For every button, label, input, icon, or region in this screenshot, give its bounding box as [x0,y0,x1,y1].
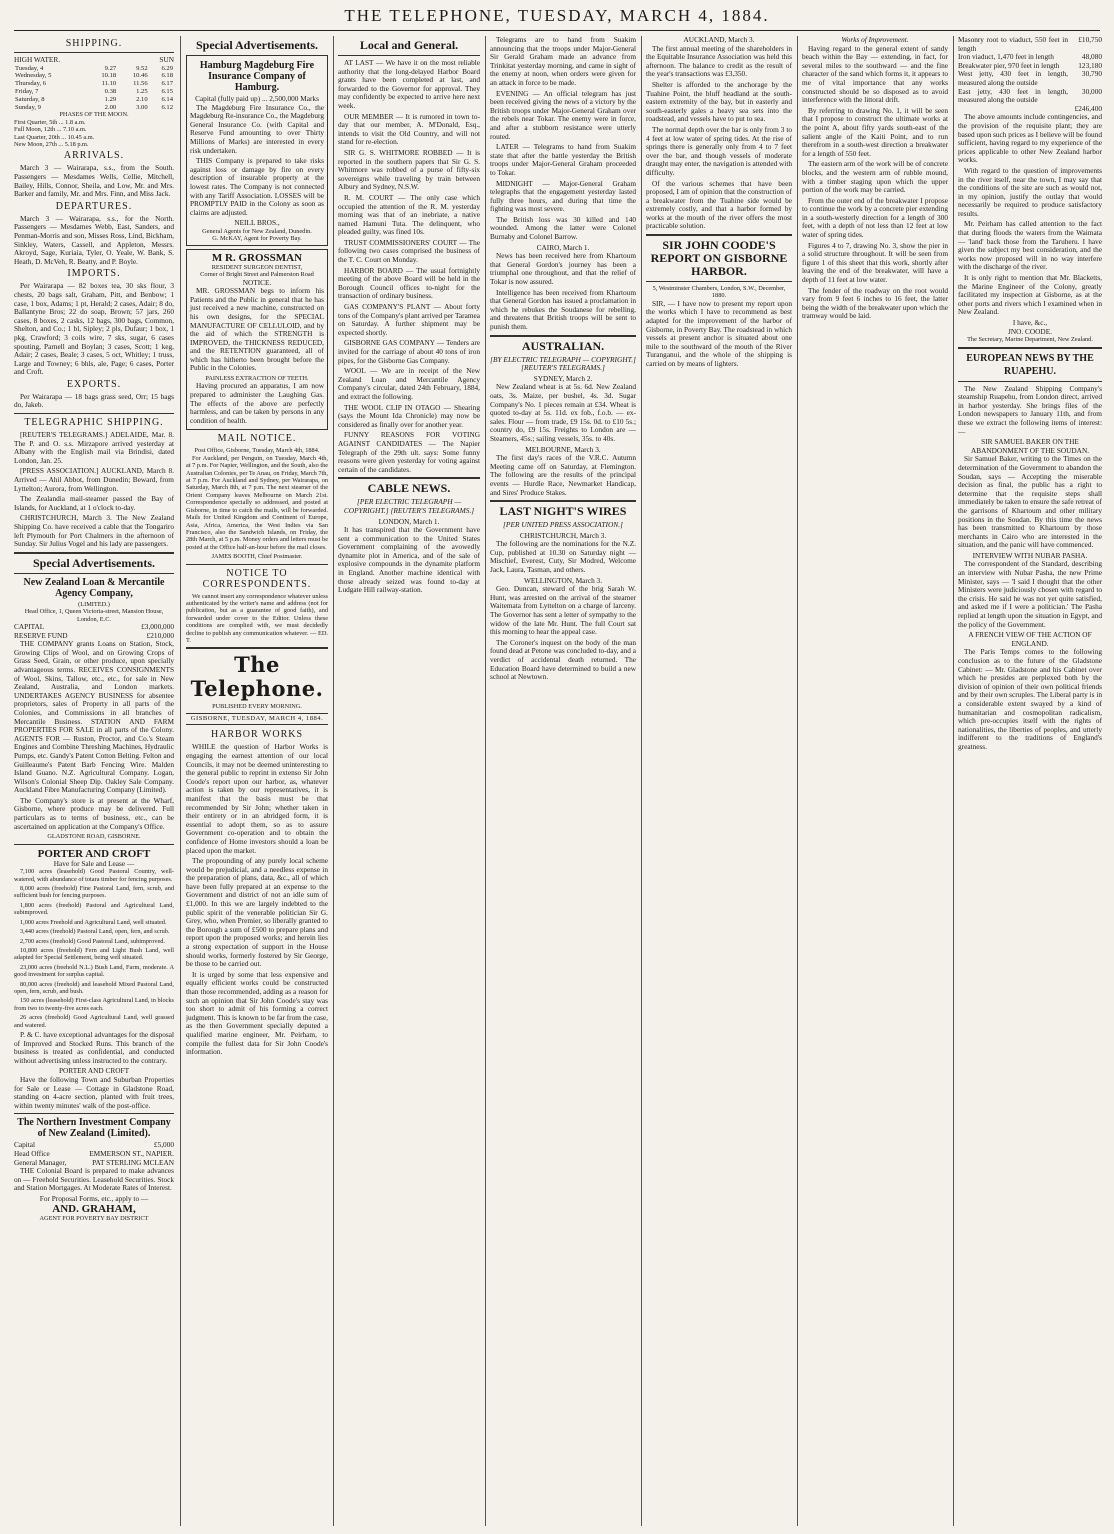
cairo-body: News has been received here from Khartoum that General Gordon's journey has been a triumphal one throughout, and that the relief of Tokar is now assured. [490,251,636,287]
property-listing: 3,440 acres (freehold) Pastoral Land, open, fern, and scrub. [20,928,170,936]
property-listing: 1,800 acres (freehold) Pastoral and Agricultural Land, subimproved. [14,901,174,917]
estimate-sign1: I have, &c., [1012,318,1048,327]
column-6 [802,36,948,1526]
tide-cell: 2.00 [104,103,117,111]
porter-ad-subtitle: Have for Sale and Lease — [53,858,135,868]
masthead-rule [14,30,1100,31]
column-3 [338,36,480,1526]
northern-capital-label: Capital [14,1140,36,1150]
telegraphic-item: The Zealandia mail-steamer passed the Bay of Islands, for Auckland, at 1 o'clock to-day. [14,494,174,512]
property-listing: 80,000 acres (freehold) and leasehold Mixed Pastoral Land, open, fern, scrub, and bush. [14,980,174,995]
cairo-dateline: CAIRO, March 1. [536,242,590,252]
column-2 [186,36,328,1526]
property-listing: 7,100 acres (leasehold) Good Pastoral Country, well-watered, with abundance of totara timber for fencing purposes. [14,868,174,883]
works-paragraph: The fender of the roadway on the root would vary from 9 feet 6 inches to 16 feet, the latter being the width of the breakwater upon which the tramway would be laid. [802,285,948,321]
tide-cell: 6.15 [161,87,173,95]
harbor-heading: HARBOR WORKS [210,729,304,741]
shipping-heading: SHIPPING. [65,38,123,49]
departures-text: March 3 — Wairarapa, s.s., for the North. Passengers — Mesdames Webb, East, Sanders, and Penman-Morris and son, Misses Ross, Lind, Bickham, Sinkley, Waters, Cassell, and Appleton, Messrs. Akroyd, Sage, Kuriaia, Tyler, O. Yeale, W. Bank, S. Heath, D. McVeh, R. Beatty, and P. Boyle. [14,213,174,266]
harbor-discussion-paragraph: Shelter is afforded to the anchorage by the Tuahine Point, the bluff headland at the south-eastern extremity of the bay, but in easterly and south-easterly gales a heavy sea sets into the roadstead, and vessels have to put to sea. [646,79,792,124]
column-4 [490,36,636,1526]
estimate-table [958,36,1102,105]
european-heading: EUROPEAN NEWS BY THE RUAPEHU. [966,352,1094,377]
porter-ad-note: P. & C. have exceptional advantages for the disposal of Improved and Stocked Runs. This branch of the business is treated as confidential, and conducted without advertising unless instructed to the contrary. [14,1029,174,1065]
porter-ad-sign: PORTER AND CROFT [58,1066,130,1076]
column-5 [646,36,792,1526]
tide-cell: 10.46 [132,72,148,80]
tide-caption [14,56,174,65]
tide-cell: Thursday, 6 [15,80,47,88]
grossman-ad-address: Corner of Bright Street and Palmerston Road [200,271,314,279]
tide-cell: Tuesday, 4 [15,64,44,72]
australian-dateline: SYDNEY, March 2. [533,373,593,383]
estimate-row [958,70,1102,87]
northern-capital-value: £5,000 [153,1140,174,1150]
grossman-ad-subtitle: RESIDENT SURGEON DENTIST, [211,263,303,271]
local-paragraph: R. M. COURT — The only case which occupied the attention of the R. M. yesterday morning was that of an inebriate, a native named Hamuni Tuta. The delinquent, who pleaded guilty, was fined 10s. [338,192,480,237]
imports-text: Per Wairarapa — 82 boxes tea, 30 sks flour, 3 chests, 20 bags salt, Graham, Pitt, and Benbow; 1 case, 1 box, Adams; 1 pt, Herald; 2 cases, Adair; 8 do, Ballantyne Bros; 22 do soap, Brown; 57 jars, 260 cases, 8 boxes, 2 casks, 12 bags, 300 bags, Common, Shelton, and Co.; 1 bl, Sipley; 2 pls, Dufaur; 1 box, 1 pkg, Crawford; 3 coils wire, 7 sks, sugar, 6 cases spouting, Parnell and Boylan; 3 cases, Scott; 1 keg, Adair; 2 cases, Beale; 3 cases, 5 oct, Whitley; 1 truss, Large and Towney; 6 bhls, ale, Page; 6 cases, Porter and Croft. [14,281,174,377]
estimate-row [958,88,1102,105]
local-article [338,59,480,474]
column-rule [485,36,486,1526]
northern-ad-title: The Northern Investment Company of New Zealand (Limited). [17,1117,171,1140]
telegram-paragraph: Telegrams are to hand from Suakim announcing that the troops under Major-General Sir Gerald Graham made an advance from Trinkitat yesterday morning, and came in sight of the enemy at noon, when orders were given for an attack in force to be made. [490,36,636,87]
estimate-value: 30,790 [1081,69,1102,79]
baker-heading: SIR SAMUEL BAKER ON THE ABANDONMENT OF THE SOUDAN. [970,437,1090,455]
coode-address: 5, Westminster Chambers, London, S.W., December, 1880. [652,285,786,300]
coode-body: SIR, — I have now to present my report upon the works which I have to recommend as best adapted for the improvement of the harbor of Gisborne, in Poverty Bay. The roadstead in which vessels at present anchor is situated about one mile to the southward of the mouth of the River Turanganui, and the whole of the shipping is carried on by means of lighters. [646,298,792,369]
grossman-ad-painless: PAINLESS EXTRACTION OF TEETH. [205,375,309,383]
hamburg-ad-capital: Capital (fully paid up) ... 2,500,000 Marks [195,94,319,103]
telegrams-article [490,36,636,242]
cable-sub: [PER ELECTRIC TELEGRAPH — COPYRIGHT.] [REUTER'S TELEGRAMS.] [343,497,475,515]
tide-cell: 10.18 [101,72,117,80]
tide-cell: 0.38 [104,87,117,95]
hamburg-ad-local-agent: G. McKAY, Agent for Poverty Bay. [212,235,302,243]
arrivals-text: March 3 — Wairarapa, s.s., from the South. Passengers — Mesdames Wells, Cellie, Mitchell, Bailey, Hills, Connor, Sheila, and Low, Mr. and Mrs. Barker and family, Mr. and Mrs. Finn, and Miss Jack. [14,163,174,199]
column-1 [14,36,174,1526]
tide-cell: Wednesday, 5 [15,72,52,80]
moon-phase: New Moon, 27th ... 5.18 p.m. [14,141,89,148]
wellington-body-2: The Coroner's inquest on the body of the man found dead at Petone was concluded to-day, and a verdict of accidental death returned. The Education Board have determined to build a new school at Newtown. [490,637,636,682]
moon-phase: Full Moon, 12th ... 7.10 a.m. [14,126,87,134]
telegram-paragraph: LATER — Telegrams to hand from Suakim state that after the battle yesterday the British troops under Major-General Graham proceeded to Tokar. [490,142,636,177]
local-paragraph: SIR G. S. WHITMORE ROBBED — It is reported in the southern papers that Sir G. S. Whitmore was robbed of a purse of fifty-six sovereigns while traveling by train between Albury and Sydney, N.S.W. [338,147,480,192]
tide-cell: 11.10 [101,80,117,88]
tide-row [14,104,174,112]
cairo-evening: Intelligence has been received from Khartoum that General Gordon has issued a proclamation in which he rebukes the Soudanese for rebelling, and threatens that British troops will be sent to punish them. [490,287,636,331]
divider [14,844,174,845]
nubar-heading: INTERVIEW WITH NUBAR PASHA. [972,550,1088,560]
tide-cell: 9.27 [104,64,117,72]
divider [338,55,480,56]
wires-sub: [PER UNITED PRESS ASSOCIATION.] [503,520,623,530]
northern-office-value: EMMERSON ST., NAPIER. [89,1148,174,1158]
telegraphic-heading: TELEGRAPHIC SHIPPING. [24,417,164,429]
grossman-ad-notice: NOTICE. [242,277,272,287]
tide-cell: Friday, 7 [15,87,39,95]
local-paragraph: GAS COMPANY'S PLANT — About forty tons of the Company's plant arrived per Taramea on Saturday. A further shipment may be expected shortly. [338,302,480,337]
estimate-sign2: JNO. COODE. [1008,326,1052,336]
tide-cell: 1.25 [136,87,148,95]
harbor-discussion-paragraph: Of the various schemes that have been proposed, I am of opinion that the construction of a breakwater from the Tuahine side would be extremely costly, and that a harbor formed by works at the mouth of the river offers the most practicable solution. [646,178,792,231]
harbor-article [186,743,328,1056]
loan-ad-office: Head Office, 1, Queen Victoria-street, Mansion House, London, E.C. [24,608,164,623]
correspondents-title: NOTICE TO CORRESPONDENTS. [202,567,312,590]
porter-ad-cottages: Have the following Town and Suburban Properties for Sale or Lease — Cottage in Gladstone Road, standing on 4-acre section, planted with fruit trees, within twenty minutes' walk of the post-office. [14,1074,174,1110]
hamburg-ad-agent-line: General Agents for New Zealand, Dunedin. [202,227,312,235]
local-paragraph: HARBOR BOARD — The usual fortnightly meeting of the above Board will be held in the Borough Council offices to-night for the transaction of ordinary business. [338,265,480,301]
estimate-value: £10,750 [1078,36,1102,44]
cable-heading: CABLE NEWS. [367,481,451,496]
loan-ad-body: THE COMPANY grants Loans on Station, Stock, Growing Clips of Wool, and on Growing Crops of Grass Seed, Grain, or other produce, upon specially advantageous terms. RECEIVES CONSIGNMENTS of Wool, Skins, Tallow, etc., etc., for sale in New Zealand, Australia, and London markets. UNDERTAKES AGENCY BUSINESS for absentee proprietors, sales of Property in all parts of the Colonies, and Commissions in all branches of Mercantile Business. STATION AND FARM PROPERTIES FOR SALE in all parts of the Colony. AGENTS FOR — Ruston, Proctor, and Co.'s Steam Engines and Combine Threshing Machines, Hydraulic Pumps, etc. Gandy's Patent Cotton Belting. Felton and Guilleaume's Patent Barb Fencing Wire. Malden Island Guano. N.Z. Agricultural Company. Logan, Wilson's Colonial Sheep Dip. Oakley Sale Company. Auckland Fibre Manufacturing Company (Limited). [14,639,174,795]
estimate-value: 30,000 [1081,86,1102,96]
tide-cell: 6.12 [161,103,173,111]
loan-ad-wharf: The Company's store is at present at the Wharf, Gisborne, where produce may be delivered. Full particulars as to terms of business, etc., can be ascertained on application at the Company's Office. [14,795,174,831]
european-intro: The New Zealand Shipping Company's steamship Ruapehu, from London direct, arrived in harbor yesterday. She brings files of the London newspapers to January 11th, and from these we extract the following items of interest: — [958,383,1102,436]
works-heading: Works of Improvement. [841,36,909,44]
auckland-body: The first annual meeting of the shareholders in the Equitable Insurance Association was held this afternoon. The balance to credit as the result of the year's transactions was £3,350. [646,43,792,79]
harbor-paragraph: WHILE the question of Harbor Works is engaging the earnest attention of our local Councils, it may not be deemed uninteresting to the general public to reprint in extenso Sir John Coode's report upon our harbor, as, whatever action is taken by our representatives, it is manifest that the basis must be that recommended by Sir John; whether taken in their entirety or in an abridged form, it is essential to adopt them, so as to assure Government co-operation and to obtain the confidence of Home investors should a loan be placed upon the market. [186,742,328,855]
telegraphic-list [14,431,174,549]
works-paragraph: By referring to drawing No. 1, it will be seen that I propose to construct the ultimate works at the point A, about fifty yards south-east of the salient angle of the Kaiti Point, and to run therefrom in a south-west direction a breakwater for a length of 550 feet. [802,105,948,158]
mail-notice-title: MAIL NOTICE. [217,433,297,445]
tide-row [14,96,174,104]
wellington-body: Geo. Duncan, steward of the brig Sarah W. Hunt, was arrested on the arrival of the steamer Waitemata from Lyttelton on a charge of larceny. The Governor has sent a letter of sympathy to the widow of the late Mr. Hunt. The full Court sat this morning to hear the appeal case. [490,584,636,637]
grossman-ad [186,249,328,431]
wires-heading: LAST NIGHT'S WIRES [499,504,627,519]
nubar-body: The correspondent of the Standard, describing an interview with Nubar Pasha, the new Prime Minister, says — 'I said I thought that the other Ministers were judiciously chosen with regard to the crisis. He said he was not yet quite satisfied, and asked me if I were a politician.' The Pasha replied at length upon the situation in Egypt, and the policy of the Government. [958,559,1102,629]
tide-row [14,88,174,96]
telegram-paragraph: The British loss was 30 killed and 140 wounded. Among the latter were Colonel Burnaby and Colonel Barrow. [490,214,636,242]
tide-heading: HIGH WATER. [14,55,61,64]
divider [14,52,174,53]
telegram-paragraph: MIDNIGHT — Major-General Graham telegraphs that the engagement yesterday lasted fully three hours, and during that time the fighting was most severe. [490,178,636,214]
property-listing: 150 acres (leasehold) First-class Agricultural Land, in blocks from two to twenty-five acres each. [14,997,174,1012]
divider [14,573,174,574]
divider [646,234,792,236]
tide-cell: 6.29 [161,64,173,72]
tide-row [14,80,174,88]
loan-reserve-value: £210,000 [146,630,174,640]
auckland-dateline: AUCKLAND, March 3. [683,36,755,44]
hamburg-ad [186,55,328,246]
divider [958,347,1102,349]
property-listing: 1,000 acres Freehold and Agricultural Land, well situated. [20,918,167,926]
masthead: THE TELEPHONE, TUESDAY, MARCH 4, 1884. [344,6,770,25]
french-body: The Paris Temps comes to the following conclusion as to the future of the Gladstone Cabinet: — Mr. Gladstone and his Cabinet over which he presides are perplexed both by the division of opinion of their own political friends and by their own scruples. The Liberal party is in a considerable extent swayed by a kind of humanitarian and cosmopolitan radicalism, which pre-occupies itself with the rights of nationalities, the liberties of peoples, and utterly indifferent to the traditions of England's greatness. [958,647,1102,751]
mail-notice-office: Post Office, Gisborne, Tuesday, March 4th, 1884. [194,447,320,455]
tide-cell: 6.18 [161,72,173,80]
loan-ad-title: New Zealand Loan & Mercantile Agency Company, [23,576,165,599]
northern-ad-agent-line: AGENT FOR POVERTY BAY DISTRICT [39,1215,149,1223]
australian-sub: [BY ELECTRIC TELEGRAPH — COPYRIGHT.] [REUTER'S TELEGRAMS.] [490,354,636,373]
local-paragraph: AT LAST — We have it on the most reliable authority that the long-delayed Harbor Board grants have been completed at last, and forwarded to the Governor for approval. They may confidently be expected to arrive here next week. [338,58,480,110]
loan-reserve-label: RESERVE FUND [14,630,68,640]
divider [14,552,174,554]
christchurch-dateline: CHRISTCHURCH, March 3. [519,530,607,540]
loan-ad-limited: (LIMITED.) [78,600,110,608]
cable-dateline: LONDON, March 1. [378,516,440,526]
property-listing: 23,000 acres (freehold N.L.) Bush Land, Farm, moderate. A good investment for surplus capital. [14,963,174,979]
tide-cell: Sunday, 9 [15,103,41,111]
coode-heading: SIR JOHN COODE'S REPORT ON GISBORNE HARBOR. [650,238,788,279]
loan-section-heading: Special Advertisements. [33,555,155,570]
imports-heading: IMPORTS. [67,268,121,280]
paper-dateline: GISBORNE, TUESDAY, MARCH 4, 1884. [186,713,328,726]
melbourne-dateline: MELBOURNE, March 3. [525,444,601,454]
grossman-ad-title: M R. GROSSMAN [211,251,303,264]
northern-ad-body: THE Colonial Board is prepared to make advances on — Freehold Securities. Leasehold Securities. Stock and Station Mortgages. At Moderate Rates of Interest. [14,1166,174,1193]
estimate-label: West jetty, 430 feet in length, measured along the outside [958,69,1068,87]
local-paragraph: WOOL — We are in receipt of the New Zealand Loan and Mercantile Agency Company's circular, dated 24th February, 1884, and extract the following. [338,366,480,401]
estimate-row [958,36,1102,53]
estimate-body: With regard to the question of improvements in the river itself, near the town, I may say that the conditions of the site are such as would not, in my opinion, justify the outlay that would necessarily be required to produce satisfactory results. [958,165,1102,218]
telegraphic-item: CHRISTCHURCH, March 3. The New Zealand Shipping Co. have received a cable that the Tongariro left Plymouth for Port Chalmers in the afternoon of Sunday. Sir Julius Vogel and his lady are passengers. [14,513,174,549]
hamburg-ad-body: The Magdeburg Fire Insurance Co., the Magdeburg Re-insurance Co., the Magdeburg General Insurance Co. (with Capital and Reserve Fund amounting to over Thirty Millions of Marks) are interested in every risk undertaken. [190,102,324,155]
local-paragraph: FUNNY REASONS FOR VOTING AGAINST CANDIDATES — The Napier Telegraph of the 29th ult. says: Some funny reasons were given yesterday for voting against certain of the candidates. [338,430,480,474]
estimate-label: Iron viaduct, 1,470 feet in length [958,52,1054,62]
wellington-dateline: WELLINGTON, March 3. [523,575,603,585]
tide-cell: 1.29 [104,95,117,103]
column-rule [180,36,181,1526]
estimate-value: 48,080 [1081,52,1102,62]
property-listing: 8,000 acres (freehold) Fine Pastoral Land, fern, scrub, and sufficient bush for fencing purposes. [14,885,174,900]
divider [490,335,636,337]
melbourne-body: The first day's races of the V.R.C. Autumn Meeting came off on Saturday, at Flemington. The following are the results of the principal events — Hurdle Race, Newmarket Handicap, and Sires' Produce Stakes. [490,453,636,497]
local-heading: Local and General. [359,38,459,52]
property-listing: 2,700 acres (freehold) Good Pastoral Land, subimproved. [20,937,165,945]
moon-heading: PHASES OF THE MOON. [59,111,129,119]
estimate-intro: The above amounts include contingencies, and the provision of the requisite plant; they are based upon such prices as I believe will be found sufficient, having regard to my experience of the prices applicable to other New Zealand harbor works. [958,112,1102,165]
estimate-label: Masonry root to viaduct, 550 feet in length [958,36,1068,53]
baker-body: Sir Samuel Baker, writing to the Times on the determination of the Government to abandon the Soudan, says — Accepting the miserable decision as final, the public has a right to determine that the requisite steps shall immediately be taken to ensure the safe retreat of the garrisons of Khartoum and other military positions in the Soudan. By this time the news has been transmitted to Khartoum by those merchants in Cairo who are interested in the situation, and the panic will have commenced. [958,454,1102,550]
porter-list [14,868,174,1029]
tide-cell: 9.52 [136,64,148,72]
column-7 [958,36,1102,1526]
works-paragraph: The eastern arm of the work will be of concrete blocks, and the western arm of rubble mound, with a timber staging upon which the upper portion of the work may be carried. [802,159,948,195]
northern-manager-label: General Manager, [14,1157,67,1167]
northern-ad-agent: AND. GRAHAM, [52,1203,136,1216]
estimate-sign3: The Secretary, Marine Department, New Zealand. [967,336,1093,344]
divider [646,281,792,282]
property-listing: 10,800 acres (freehold) Fern and Light Bush Land, well adapted for Special Settlement, being well situated. [14,946,174,962]
tide-cell: 11.56 [133,80,148,88]
estimate-label: East jetty, 430 feet in length, measured along the outside [958,86,1068,105]
tide-row [14,72,174,80]
telegraphic-item: [REUTER'S TELEGRAMS.] ADELAIDE, Mar. 8. The P. and O. s.s. Mirzapore arrived yesterday at Albany with the English mail via Brindisi, dated London, Jan. 25. [14,430,174,465]
harbor-discussion-paragraph: The normal depth over the bar is only from 3 to 4 feet at low water of spring tides. At the rise of springs there is generally only from 4 to 7 feet over the bar, and though vessels of moderate draught may enter, the navigation is attended with difficulty. [646,124,792,177]
tide-cell: 6.14 [161,95,173,103]
estimate-total: £246,400 [1074,103,1102,113]
divider [490,500,636,502]
column-rule [333,36,334,1526]
departures-heading: DEPARTURES. [55,200,133,212]
correspondents-body: We cannot insert any correspondence whatever unless authenticated by the writer's name and address (not for publication, but as a guarantee of good faith), and forwarded under cover to the Editor. Unless these conditions are complied with, we must decidedly decline to publish any communication whatever. — ED. T. [186,592,328,644]
works-paragraph: From the outer end of the breakwater I propose to continue the work by a concrete pier extending in a south-westerly direction for a length of 300 feet, with a depth of not less than 12 feet at low water of spring tides. [802,195,948,240]
local-paragraph: TRUST COMMISSIONERS' COURT — The following two cases comprised the business of the T. C. Court on Monday. [338,237,480,265]
tide-cell: Saturday, 8 [15,95,45,103]
column-rule [641,36,642,1526]
tide-cell: 6.17 [161,80,173,88]
northern-manager-value: PAT STERLING MCLEAN [92,1157,174,1167]
loan-capital-value: £3,000,000 [141,622,174,631]
arrivals-heading: ARRIVALS. [63,150,125,162]
estimate-body3: It is only right to mention that Mr. Blacketts, the Marine Engineer of the Colony, greatly facilitated my inspection at Gisborne, as at the other ports and rivers which I examined when in New Zealand. [958,273,1102,317]
estimate-body2: Mr. Peirham has called attention to the fact that during floods the waters from the Waimata — 'land' back those from the Taruheru. I have given the subject my best consideration, and the works now proposed will in no way interfere with the discharge of the river. [958,219,1102,272]
hamburg-section-heading: Special Advertisements. [196,38,318,52]
loan-ad-signature: GLADSTONE ROAD, GISBORNE. [47,833,141,841]
local-paragraph: OUR MEMBER — It is rumored in town to-day that our member, A. M'Donald, Esq., intends to visit the Old Country, and will not stand for re-election. [338,111,480,147]
hamburg-ad-body2: THIS Company is prepared to take risks against loss or damage by fire on every description of insurable property at the lowest rates. The Company is not connected with any Tariff Association. LOSSES will be PROMPTLY PAID in the Colony as soon as claims are adjusted. [190,156,324,217]
moon-phase: Last Quarter, 20th ... 10.45 a.m. [14,133,95,141]
moon-phase: First Quarter, 5th ... 1.8 a.m. [14,118,86,126]
exports-heading: EXPORTS. [66,378,122,390]
telegram-paragraph: EVENING — An official telegram has just been received giving the news of a victory by the British troops under Major-General Graham over the rebels near Tokar. The enemy were in force, and after a stubborn resistance were utterly routed. [490,88,636,141]
column-rule [953,36,954,1526]
divider [14,413,174,414]
telegraphic-item: [PRESS ASSOCIATION.] AUCKLAND, March 8. Arrived — Ahil Abbot, from Dunedin; Beward, from Lyttelton; Aurora, from Wellington. [14,466,174,493]
paper-tagline: PUBLISHED EVERY MORNING. [212,703,302,711]
divider [958,381,1102,382]
tide-cell: 2.10 [136,95,148,103]
sun-heading: SUN [159,55,174,64]
french-heading: A FRENCH VIEW OF THE ACTION OF ENGLAND. [968,630,1092,648]
local-paragraph: GISBORNE GAS COMPANY — Tenders are invited for the carriage of about 40 tons of iron pipes, for the Gisborne Gas Company. [338,338,480,365]
divider [338,477,480,479]
harbor-paragraph: It is urged by some that less expensive and equally efficient works could be constructed than those recommended, adding as a reason for such an opinion that Sir John Coode's stay was too short to admit of his forming a correct judgment. This is known to be far from the case, as the then Government specially deputed a qualified marine engineer, Mr. Peirham, to compile the fullest data for Sir John Coode's information. [186,969,328,1057]
moon-list [14,119,174,149]
christchurch-body: The following are the nominations for the N.Z. Cup, published at 10.30 on Saturday night — Mischief, Everest, Cuty, Sir Modred, Welcome Jack, Laura, Tasman, and others. [490,539,636,575]
cable-body: It has transpired that the Government have sent a communication to the United States Government complaining of the avowedly dynamite plot in America, and of the sale of explosive compounds in the dynamite platform in England. Another machine identical with those already seized was found to-day at Ludgate Hill railway-station. [338,525,480,595]
grossman-ad-body2: Having procured an apparatus, I am now prepared to administer the Laughing Gas. The effects of the above are perfectly harmless, and can be taken by persons in any condition of health. [190,381,324,425]
works-paragraph: Having regard to the general extent of sandy beach within the Bay — extending, in fact, for several miles to the southward — and the fine character of the sand which forms it, it appears to me of vital importance that any works constructed should be so disposed as to avoid interference with the littoral drift. [802,43,948,105]
paper-title: The Telephone. [190,652,324,702]
estimate-value: 123,180 [1078,60,1102,70]
mail-notice-sign: JAMES BOOTH, Chief Postmaster. [211,553,303,561]
estimate-label: Breakwater pier, 970 feet in length [958,60,1060,70]
divider [186,647,328,649]
loan-capital-label: CAPITAL [14,622,45,631]
grossman-ad-body: MR. GROSSMAN begs to inform his Patients and the Public in general that he has just received a new machine, constructed on his own designs, for the SPECIAL MANUFACTURE OF CELLULOID, and by the aid of which the STRENGTH is IMPROVED, the THICKNESS REDUCED, and the RETENTION guaranteed, all of which has hitherto been brought before the Public in the Colonies. [190,286,324,373]
hamburg-ad-title: Hamburg Magdeburg Fire Insurance Company of Hamburg. [199,60,315,93]
exports-text: Per Wairarapa — 18 bags grass seed, Orr; 15 bags do, Jakeb. [14,391,174,410]
australian-heading: AUSTRALIAN. [521,338,605,353]
tide-table [14,65,174,112]
tide-cell: 3.00 [136,103,148,111]
tide-row [14,65,174,73]
divider [186,564,328,565]
northern-office-label: Head Office [14,1148,50,1158]
local-paragraph: THE WOOL CLIP IN OTAGO — Shearing (says the Mount Ida Chronicle) may now be considered as finally over for another year. [338,402,480,429]
works-paragraph: Figures 4 to 7, drawing No. 3, show the pier in a solid structure throughout. It will be seen from figure 1 of this sheet that this work, shortly after leaving the end of the breakwater, will have a depth of 11 feet at low water. [802,240,948,285]
works-article [802,45,948,321]
harbor-paragraph: The propounding of any purely local scheme would be prejudicial, and a needless expense in the preparation of plans, data, &c., all of which have been fully prepared at an expense to the Government and district of not an idle sum of £1,000. In this we are largely indebted to the public spirit of the venerable politician Sir G. Grey, who, when Premier, so liberally granted to the Borough a sum of £500 to prepare plans and report upon the proposed works; and herein lies a strong expectation of support in the House should works, formerly fostered by Sir George, be those to be carried out. [186,856,328,969]
hamburg-ad-agent: NEILL BROS., [234,218,280,228]
divider [14,1113,174,1114]
porter-ad-title: PORTER AND CROFT [37,847,151,860]
northern-ad-proposals: For Proposal Forms, etc., apply to — [39,1193,149,1203]
harbor-discussion [646,81,792,231]
property-listing: 26 acres (freehold) Good Agricultural Land, well grassed and watered. [14,1014,174,1029]
mail-notice-body: For Auckland, per Penguin, on Tuesday, March 4th, at 7 p.m. For Napier, Wellington, and the South, also the Australian Colonies, per Te Anau, on Friday, March 7th, at 7 p.m. For Auckland and Sydney, per Wairarapa, on Saturday, March 8th, at 7 p.m. The next steamer of the Orient Company leaves Melbourne on March 21st. Correspondence specially so addressed, and posted at Gisborne, in time to catch the mails, will be forwarded. Mails for United Kingdom and Continent of Europe, Asia, Africa, America, the West Indies via San Francisco, also the Sandwich Islands, on Friday, the 28th March, at 5 p.m. Money orders and letters must be posted at the Office half-an-hour before the mail closes. [186,454,328,551]
australian-body: New Zealand wheat is at 5s. 6d. New Zealand oats, 3s. Maize, per bushel, 4s. 3d. Sugar Company's No. 1 pieces remain at £34. Wheat is quoted to-day at 5s. 11d. ex fob., f.o.b. — ex-sales. Flour — from trade, £9 15s. 0d. to £10 5s.; country do, £9 15s. Freights to London are — Steamers, 45s.; sailing vessels, 35s. to 40s. [490,382,636,443]
column-rule [797,36,798,1526]
